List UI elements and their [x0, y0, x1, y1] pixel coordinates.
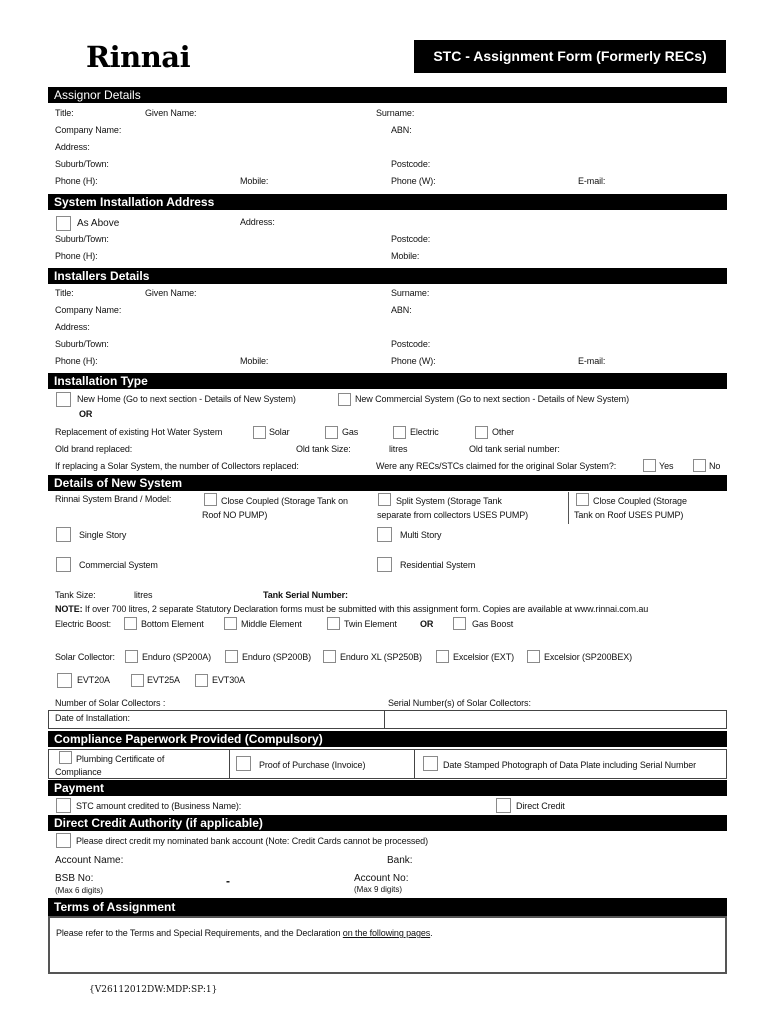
section-compliance-heading: Compliance Paperwork Provided (Compulsory) [48, 731, 727, 747]
as-above-label: As Above [77, 218, 120, 229]
bsb-max-label: (Max 6 digits) [55, 886, 104, 895]
terms-text [56, 928, 433, 938]
gas-label: Gas [342, 427, 359, 437]
enduro-200b-checkbox[interactable] [225, 650, 238, 663]
electric-boost-label: Electric Boost: [55, 619, 112, 629]
evt30a-label: EVT30A [212, 675, 245, 685]
section-dca-heading: Direct Credit Authority (if applicable) [48, 815, 727, 831]
terms-box [48, 916, 727, 974]
recs-no-checkbox[interactable] [693, 459, 706, 472]
electric-label: Electric [410, 427, 439, 437]
bottom-element-checkbox[interactable] [124, 617, 137, 630]
evt30a-checkbox[interactable] [195, 674, 208, 687]
section-assignor-heading: Assignor Details [48, 87, 727, 103]
old-serial-label: Old tank serial number: [469, 444, 560, 454]
split-system-line2: separate from collectors USES PUMP) [377, 510, 529, 520]
bsb-label: BSB No: [55, 873, 94, 884]
assignor-company-label: Company Name: [55, 125, 122, 135]
electric-checkbox[interactable] [393, 426, 406, 439]
evt25a-label: EVT25A [147, 675, 180, 685]
solar-collector-label: Solar Collector: [55, 652, 115, 662]
section-payment-heading: Payment [48, 780, 727, 796]
residential-system-checkbox[interactable] [377, 557, 392, 572]
multi-story-checkbox[interactable] [377, 527, 392, 542]
brand-model-label: Rinnai System Brand / Model: [55, 494, 172, 504]
twin-element-label: Twin Element [344, 619, 397, 629]
plumbing-cert-checkbox[interactable] [59, 751, 72, 764]
direct-credit-label: Direct Credit [516, 801, 565, 811]
dca-please-label: Please direct credit my nominated bank account (Note: Credit Cards cannot be processed) [76, 836, 428, 846]
assignor-title-label: Title: [55, 108, 74, 118]
residential-system-label: Residential System [400, 560, 476, 570]
excelsior-200bex-label: Excelsior (SP200BEX) [544, 652, 633, 662]
plumbing-cert-line1: Plumbing Certificate of [76, 754, 165, 764]
excelsior-ext-label: Excelsior (EXT) [453, 652, 515, 662]
gas-checkbox[interactable] [325, 426, 338, 439]
rinnai-logo: Rinnai [86, 40, 191, 74]
new-commercial-checkbox[interactable] [338, 393, 351, 406]
gas-boost-label: Gas Boost [472, 619, 514, 629]
document-code: {V26112012DW:MDP:SP:1} [89, 985, 218, 995]
installer-email-label: E-mail: [578, 356, 606, 366]
new-home-checkbox[interactable] [56, 392, 71, 407]
new-commercial-label: New Commercial System (Go to next section - Details of New System) [355, 394, 629, 404]
dca-checkbox[interactable] [56, 833, 71, 848]
old-tank-size-label: Old tank Size: [296, 444, 351, 454]
installer-surname-label: Surname: [391, 288, 430, 298]
commercial-system-label: Commercial System [79, 560, 158, 570]
date-field-divider [384, 710, 385, 729]
installer-postcode-label: Postcode: [391, 339, 431, 349]
commercial-system-checkbox[interactable] [56, 557, 71, 572]
form-title: STC - Assignment Form (Formerly RECs) [414, 40, 726, 73]
section-install-address-heading: System Installation Address [48, 194, 727, 210]
split-system-checkbox[interactable] [378, 493, 391, 506]
date-installation-field[interactable] [48, 710, 727, 729]
middle-element-label: Middle Element [241, 619, 302, 629]
assignor-phone-w-label: Phone (W): [391, 176, 436, 186]
assignor-mobile-label: Mobile: [240, 176, 269, 186]
installer-phone-h-label: Phone (H): [55, 356, 98, 366]
installer-address-label: Address: [55, 322, 90, 332]
boost-or-label: OR [420, 619, 434, 629]
stc-credit-label: STC amount credited to (Business Name): [76, 801, 242, 811]
solar-label: Solar [269, 427, 290, 437]
install-postcode-label: Postcode: [391, 234, 431, 244]
middle-element-checkbox[interactable] [224, 617, 237, 630]
install-mobile-label: Mobile: [391, 251, 420, 261]
install-phone-h-label: Phone (H): [55, 251, 98, 261]
note-body: If over 700 litres, 2 separate Statutory Declaration forms must be submitted with this assignment form. Copies are available at www.rinnai.com.au [82, 604, 649, 614]
note-text [55, 604, 648, 614]
solar-checkbox[interactable] [253, 426, 266, 439]
tank-size-label: Tank Size: [55, 590, 96, 600]
or-label: OR [79, 409, 93, 419]
terms-period: . [430, 928, 433, 938]
enduro-xl-checkbox[interactable] [323, 650, 336, 663]
close-coupled-no-pump-checkbox[interactable] [204, 493, 217, 506]
old-tank-litres-label: litres [389, 444, 408, 454]
new-home-label: New Home (Go to next section - Details of New System) [77, 394, 296, 404]
recs-claimed-label: Were any RECs/STCs claimed for the original Solar System?: [376, 461, 617, 471]
gas-boost-checkbox[interactable] [453, 617, 466, 630]
bottom-element-label: Bottom Element [141, 619, 204, 629]
assignor-postcode-label: Postcode: [391, 159, 431, 169]
evt25a-checkbox[interactable] [131, 674, 144, 687]
tank-serial-label: Tank Serial Number: [263, 590, 348, 600]
proof-purchase-checkbox[interactable] [236, 756, 251, 771]
tank-size-litres-label: litres [134, 590, 153, 600]
bank-label: Bank: [387, 855, 413, 866]
terms-link[interactable]: on the following pages [342, 928, 431, 938]
direct-credit-checkbox[interactable] [496, 798, 511, 813]
column-divider [568, 492, 569, 524]
assignor-given-name-label: Given Name: [145, 108, 197, 118]
collectors-replaced-label: If replacing a Solar System, the number of Collectors replaced: [55, 461, 299, 471]
installer-phone-w-label: Phone (W): [391, 356, 436, 366]
single-story-checkbox[interactable] [56, 527, 71, 542]
other-label: Other [492, 427, 515, 437]
recs-yes-label: Yes [659, 461, 674, 471]
assignor-phone-h-label: Phone (H): [55, 176, 98, 186]
account-no-label: Account No: [354, 873, 409, 884]
enduro-xl-label: Enduro XL (SP250B) [340, 652, 422, 662]
section-new-system-heading: Details of New System [48, 475, 727, 491]
serial-collectors-label: Serial Number(s) of Solar Collectors: [388, 698, 531, 708]
as-above-checkbox[interactable] [56, 216, 71, 231]
terms-body: Please refer to the Terms and Special Requirements, and the Declaration [56, 928, 343, 938]
enduro-200a-label: Enduro (SP200A) [142, 652, 212, 662]
stc-credit-checkbox[interactable] [56, 798, 71, 813]
installer-abn-label: ABN: [391, 305, 412, 315]
twin-element-checkbox[interactable] [327, 617, 340, 630]
close-coupled-no-pump-line2: Roof NO PUMP) [202, 510, 268, 520]
assignor-email-label: E-mail: [578, 176, 606, 186]
section-terms-heading: Terms of Assignment [48, 898, 727, 916]
date-installation-label: Date of Installation: [55, 713, 130, 723]
enduro-200a-checkbox[interactable] [125, 650, 138, 663]
assignor-suburb-label: Suburb/Town: [55, 159, 109, 169]
split-system-line1: Split System (Storage Tank [396, 496, 502, 506]
account-name-label: Account Name: [55, 855, 124, 866]
assignor-address-label: Address: [55, 142, 90, 152]
installer-company-label: Company Name: [55, 305, 122, 315]
installer-mobile-label: Mobile: [240, 356, 269, 366]
installer-suburb-label: Suburb/Town: [55, 339, 109, 349]
assignor-abn-label: ABN: [391, 125, 412, 135]
excelsior-ext-checkbox[interactable] [436, 650, 449, 663]
old-brand-label: Old brand replaced: [55, 444, 133, 454]
evt20a-label: EVT20A [77, 675, 110, 685]
install-suburb-label: Suburb/Town: [55, 234, 109, 244]
bsb-dash: - [226, 874, 230, 888]
close-coupled-pump-line1: Close Coupled (Storage [593, 496, 687, 506]
close-coupled-no-pump-line1: Close Coupled (Storage Tank on [221, 496, 348, 506]
photo-checkbox[interactable] [423, 756, 438, 771]
excelsior-200bex-checkbox[interactable] [527, 650, 540, 663]
plumbing-cert-line2: Compliance [55, 767, 102, 777]
installer-given-name-label: Given Name: [145, 288, 197, 298]
num-collectors-label: Number of Solar Collectors : [55, 698, 166, 708]
close-coupled-pump-checkbox[interactable] [576, 493, 589, 506]
replacement-label: Replacement of existing Hot Water System [55, 427, 223, 437]
enduro-200b-label: Enduro (SP200B) [242, 652, 312, 662]
multi-story-label: Multi Story [400, 530, 442, 540]
section-installation-type-heading: Installation Type [48, 373, 727, 389]
photo-label: Date Stamped Photograph of Data Plate including Serial Number [443, 760, 697, 770]
other-checkbox[interactable] [475, 426, 488, 439]
install-address-label: Address: [240, 217, 275, 227]
account-max-label: (Max 9 digits) [354, 885, 403, 894]
section-installers-heading: Installers Details [48, 268, 727, 284]
evt20a-checkbox[interactable] [57, 673, 72, 688]
recs-yes-checkbox[interactable] [643, 459, 656, 472]
assignor-surname-label: Surname: [376, 108, 415, 118]
installer-title-label: Title: [55, 288, 74, 298]
proof-purchase-label: Proof of Purchase (Invoice) [259, 760, 366, 770]
note-label: NOTE: [55, 604, 83, 614]
single-story-label: Single Story [79, 530, 127, 540]
recs-no-label: No [709, 461, 721, 471]
close-coupled-pump-line2: Tank on Roof USES PUMP) [574, 510, 684, 520]
